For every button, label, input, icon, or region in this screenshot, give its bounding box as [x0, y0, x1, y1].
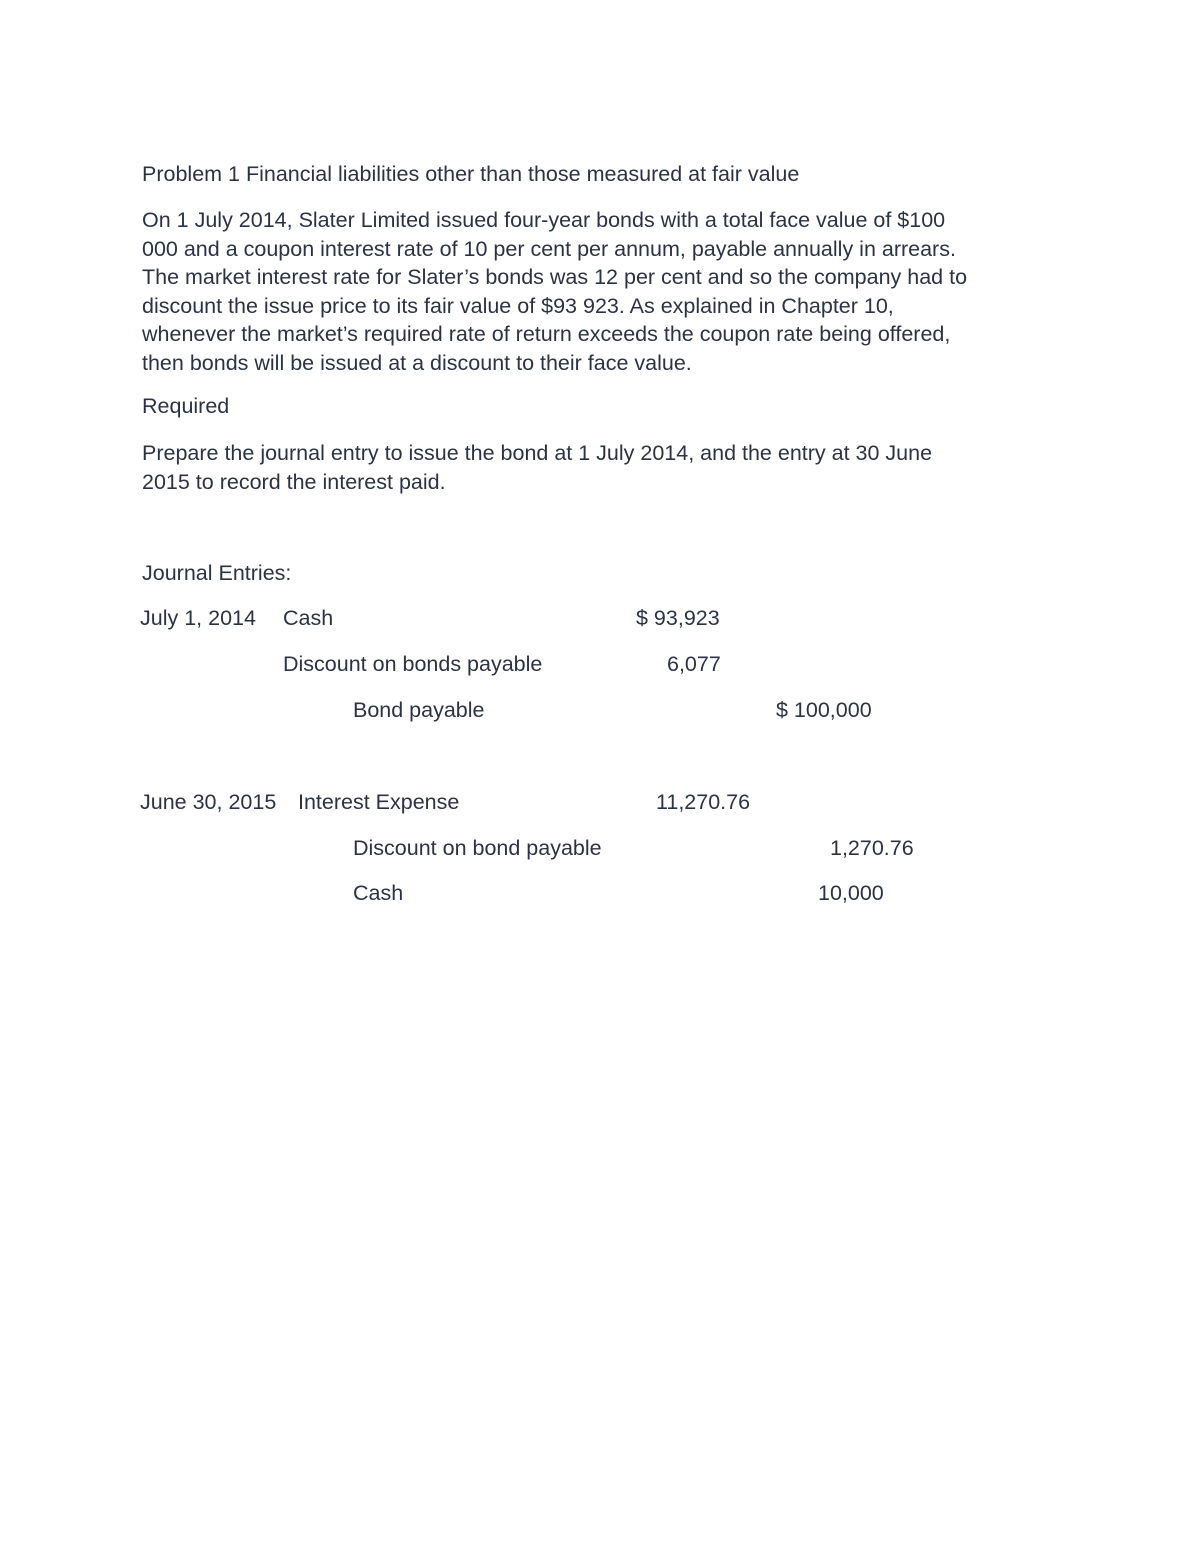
entry1-discount-debit: 6,077	[667, 652, 721, 676]
problem-paragraph	[142, 206, 1062, 378]
problem-heading: Problem 1 Financial liabilities other than those measured at fair value	[142, 162, 800, 186]
paragraph-line: whenever the market’s required rate of return exceeds the coupon rate being offered,	[142, 322, 951, 347]
entry2-account-discount: Discount on bond payable	[353, 836, 602, 860]
paragraph-line: The market interest rate for Slater’s bonds was 12 per cent and so the company had to	[142, 265, 968, 290]
entry2-discount-credit: 1,270.76	[830, 836, 914, 860]
entry1-account-discount: Discount on bonds payable	[283, 652, 543, 676]
journal-entries-label: Journal Entries:	[142, 561, 292, 585]
entry1-cash-debit: $ 93,923	[636, 606, 720, 630]
entry2-date: June 30, 2015	[140, 790, 277, 814]
entry2-cash-credit: 10,000	[818, 881, 884, 905]
paragraph-line: discount the issue price to its fair value of $93 923. As explained in Chapter 10,	[142, 293, 894, 318]
entry2-account-cash: Cash	[353, 881, 404, 905]
entry1-account-bond-payable: Bond payable	[353, 698, 485, 722]
paragraph-line: On 1 July 2014, Slater Limited issued four-year bonds with a total face value of $100	[142, 208, 946, 232]
entry1-date: July 1, 2014	[140, 606, 256, 630]
entry1-account-cash: Cash	[283, 606, 334, 630]
paragraph-line: then bonds will be issued at a discount to their face value.	[142, 350, 692, 375]
instruction-text	[142, 439, 932, 496]
entry2-account-interest-expense: Interest Expense	[298, 790, 460, 814]
entry2-interest-debit: 11,270.76	[656, 790, 751, 814]
instruction-line: Prepare the journal entry to issue the bond at 1 July 2014, and the entry at 30 June	[142, 441, 933, 465]
entry1-bond-credit: $ 100,000	[776, 698, 872, 722]
paragraph-line: 000 and a coupon interest rate of 10 per cent per annum, payable annually in arrears.	[142, 236, 956, 261]
instruction-line: 2015 to record the interest paid.	[142, 469, 446, 494]
required-label: Required	[142, 394, 230, 418]
